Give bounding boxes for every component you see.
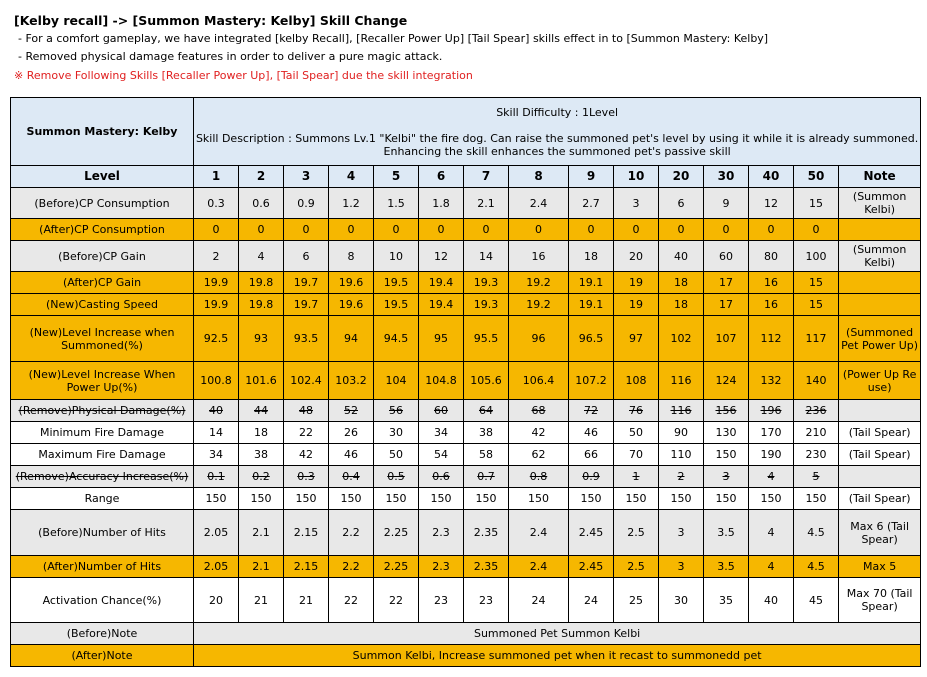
header xyxy=(14,11,919,85)
table-cell: 4 xyxy=(749,556,794,578)
table-cell: 3.5 xyxy=(704,510,749,556)
row-note: (Summoned Pet Power Up) xyxy=(839,316,921,362)
table-cell: 0 xyxy=(419,219,464,241)
table-cell: 19.7 xyxy=(284,272,329,294)
table-cell: 2.45 xyxy=(569,556,614,578)
table-cell: 30 xyxy=(659,578,704,623)
note-row xyxy=(11,645,921,667)
level-4-header: 4 xyxy=(329,166,374,188)
table-cell: 17 xyxy=(704,272,749,294)
row-note xyxy=(839,219,921,241)
row-label: (Before)Number of Hits xyxy=(11,510,194,556)
table-cell: 110 xyxy=(659,444,704,466)
table-cell: 1.8 xyxy=(419,188,464,219)
table-cell: 23 xyxy=(419,578,464,623)
table-cell: 14 xyxy=(464,241,509,272)
table-cell: 19.2 xyxy=(509,294,569,316)
table-cell: 150 xyxy=(284,488,329,510)
table-cell: 62 xyxy=(509,444,569,466)
table-cell: 108 xyxy=(614,362,659,400)
table-cell: 107 xyxy=(704,316,749,362)
note-row xyxy=(11,623,921,645)
table-cell: 19.8 xyxy=(239,272,284,294)
table-cell: 0 xyxy=(749,219,794,241)
row-note: (Tail Spear) xyxy=(839,488,921,510)
table-cell: 45 xyxy=(794,578,839,623)
level-5-header: 5 xyxy=(374,166,419,188)
table-cell: 4 xyxy=(239,241,284,272)
table-cell: 0 xyxy=(794,219,839,241)
level-8-header: 8 xyxy=(509,166,569,188)
warning-line: ※ Remove Following Skills [Recaller Power Up], [Tail Spear] due the skill integration xyxy=(14,69,473,82)
table-cell: 150 xyxy=(614,488,659,510)
table-cell: 0.7 xyxy=(464,466,509,488)
table-cell: 50 xyxy=(374,444,419,466)
table-row xyxy=(11,272,921,294)
table-cell: 19.1 xyxy=(569,294,614,316)
row-label: Maximum Fire Damage xyxy=(11,444,194,466)
table-cell: 19.3 xyxy=(464,294,509,316)
table-cell: 102 xyxy=(659,316,704,362)
skill-info xyxy=(194,98,921,166)
table-cell: 140 xyxy=(794,362,839,400)
table-row xyxy=(11,188,921,219)
table-cell: 52 xyxy=(329,400,374,422)
table-cell: 6 xyxy=(284,241,329,272)
skill-name: Summon Mastery: Kelby xyxy=(11,98,194,166)
table-cell: 100.8 xyxy=(194,362,239,400)
table-cell: 16 xyxy=(509,241,569,272)
table-cell: 0.9 xyxy=(284,188,329,219)
table-cell: 170 xyxy=(749,422,794,444)
row-note xyxy=(839,294,921,316)
table-cell: 2.1 xyxy=(239,556,284,578)
table-cell: 26 xyxy=(329,422,374,444)
table-cell: 104.8 xyxy=(419,362,464,400)
table-row xyxy=(11,241,921,272)
table-cell: 42 xyxy=(284,444,329,466)
table-cell: 0.3 xyxy=(284,466,329,488)
table-cell: 4.5 xyxy=(794,556,839,578)
table-cell: 80 xyxy=(749,241,794,272)
table-cell: 1 xyxy=(614,466,659,488)
table-cell: 2.1 xyxy=(239,510,284,556)
row-note: Max 5 xyxy=(839,556,921,578)
table-cell: 23 xyxy=(464,578,509,623)
row-note: (Tail Spear) xyxy=(839,422,921,444)
table-cell: 150 xyxy=(794,488,839,510)
table-cell: 2.7 xyxy=(569,188,614,219)
table-cell: 19 xyxy=(614,294,659,316)
table-cell: 93 xyxy=(239,316,284,362)
table-cell: 4 xyxy=(749,466,794,488)
table-cell: 2.2 xyxy=(329,510,374,556)
table-cell: 150 xyxy=(704,444,749,466)
page-title: [Kelby recall] -> [Summon Mastery: Kelby] Skill Change xyxy=(14,13,408,28)
table-cell: 70 xyxy=(614,444,659,466)
table-cell: 2.25 xyxy=(374,556,419,578)
table-cell: 76 xyxy=(614,400,659,422)
table-cell: 102.4 xyxy=(284,362,329,400)
table-cell: 0 xyxy=(329,219,374,241)
table-cell: 105.6 xyxy=(464,362,509,400)
level-30-header: 30 xyxy=(704,166,749,188)
skill-info-row xyxy=(11,98,921,166)
table-cell: 90 xyxy=(659,422,704,444)
row-note: Max 70 (Tail Spear) xyxy=(839,578,921,623)
table-cell: 14 xyxy=(194,422,239,444)
table-cell: 25 xyxy=(614,578,659,623)
table-cell: 0 xyxy=(659,219,704,241)
table-cell: 150 xyxy=(194,488,239,510)
table-row xyxy=(11,316,921,362)
row-label: (After)Note xyxy=(11,645,194,667)
table-cell: 196 xyxy=(749,400,794,422)
row-label: (New)Level Increase when Summoned(%) xyxy=(11,316,194,362)
row-label: Minimum Fire Damage xyxy=(11,422,194,444)
table-cell: 0.5 xyxy=(374,466,419,488)
table-cell: 0.2 xyxy=(239,466,284,488)
table-cell: 46 xyxy=(569,422,614,444)
table-row xyxy=(11,466,921,488)
level-9-header: 9 xyxy=(569,166,614,188)
table-cell: 19.9 xyxy=(194,272,239,294)
table-cell: 19.6 xyxy=(329,294,374,316)
level-20-header: 20 xyxy=(659,166,704,188)
table-row xyxy=(11,510,921,556)
table-cell: 0 xyxy=(704,219,749,241)
table-cell: 0 xyxy=(284,219,329,241)
table-cell: 30 xyxy=(374,422,419,444)
table-cell: 0.9 xyxy=(569,466,614,488)
table-cell: 0 xyxy=(569,219,614,241)
table-cell: 2.5 xyxy=(614,556,659,578)
table-cell: 22 xyxy=(374,578,419,623)
table-cell: 101.6 xyxy=(239,362,284,400)
table-cell: 19.4 xyxy=(419,294,464,316)
table-row xyxy=(11,219,921,241)
table-cell: 2.4 xyxy=(509,510,569,556)
skill-table xyxy=(10,97,921,667)
row-label: (Before)CP Gain xyxy=(11,241,194,272)
note-text: Summon Kelbi, Increase summoned pet when it recast to summonedd pet xyxy=(194,645,921,667)
table-cell: 104 xyxy=(374,362,419,400)
row-label: (Before)Note xyxy=(11,623,194,645)
table-cell: 2 xyxy=(659,466,704,488)
table-cell: 56 xyxy=(374,400,419,422)
table-cell: 2 xyxy=(194,241,239,272)
table-cell: 116 xyxy=(659,400,704,422)
table-cell: 112 xyxy=(749,316,794,362)
table-cell: 2.4 xyxy=(509,556,569,578)
table-cell: 34 xyxy=(419,422,464,444)
table-cell: 15 xyxy=(794,294,839,316)
table-cell: 95 xyxy=(419,316,464,362)
table-cell: 2.3 xyxy=(419,510,464,556)
table-cell: 150 xyxy=(704,488,749,510)
table-cell: 19.2 xyxy=(509,272,569,294)
row-note xyxy=(839,400,921,422)
note-text: Summoned Pet Summon Kelbi xyxy=(194,623,921,645)
level-header-row xyxy=(11,166,921,188)
table-cell: 150 xyxy=(374,488,419,510)
table-cell: 24 xyxy=(509,578,569,623)
table-cell: 16 xyxy=(749,272,794,294)
table-cell: 19.8 xyxy=(239,294,284,316)
table-cell: 2.35 xyxy=(464,556,509,578)
table-cell: 0.6 xyxy=(419,466,464,488)
level-3-header: 3 xyxy=(284,166,329,188)
table-row xyxy=(11,444,921,466)
table-cell: 24 xyxy=(569,578,614,623)
skill-difficulty: Skill Difficulty : 1Level xyxy=(496,105,619,119)
table-cell: 100 xyxy=(794,241,839,272)
table-cell: 190 xyxy=(749,444,794,466)
table-cell: 34 xyxy=(194,444,239,466)
table-cell: 19.1 xyxy=(569,272,614,294)
table-cell: 12 xyxy=(749,188,794,219)
table-cell: 210 xyxy=(794,422,839,444)
table-cell: 21 xyxy=(239,578,284,623)
table-cell: 19.7 xyxy=(284,294,329,316)
table-cell: 0 xyxy=(614,219,659,241)
table-cell: 20 xyxy=(614,241,659,272)
table-cell: 3 xyxy=(659,556,704,578)
table-cell: 72 xyxy=(569,400,614,422)
table-cell: 95.5 xyxy=(464,316,509,362)
table-cell: 40 xyxy=(194,400,239,422)
row-label: (After)Number of Hits xyxy=(11,556,194,578)
table-cell: 1.2 xyxy=(329,188,374,219)
row-label: (After)CP Gain xyxy=(11,272,194,294)
table-row xyxy=(11,578,921,623)
table-cell: 38 xyxy=(239,444,284,466)
table-cell: 66 xyxy=(569,444,614,466)
table-cell: 0.6 xyxy=(239,188,284,219)
row-label: (Before)CP Consumption xyxy=(11,188,194,219)
table-cell: 19.9 xyxy=(194,294,239,316)
table-cell: 106.4 xyxy=(509,362,569,400)
table-cell: 150 xyxy=(569,488,614,510)
table-cell: 58 xyxy=(464,444,509,466)
table-cell: 96 xyxy=(509,316,569,362)
table-cell: 236 xyxy=(794,400,839,422)
table-cell: 3 xyxy=(659,510,704,556)
table-cell: 0 xyxy=(374,219,419,241)
table-cell: 19 xyxy=(614,272,659,294)
table-cell: 103.2 xyxy=(329,362,374,400)
table-cell: 93.5 xyxy=(284,316,329,362)
table-cell: 50 xyxy=(614,422,659,444)
table-cell: 1.5 xyxy=(374,188,419,219)
table-cell: 150 xyxy=(659,488,704,510)
table-row xyxy=(11,400,921,422)
table-cell: 124 xyxy=(704,362,749,400)
table-cell: 0.3 xyxy=(194,188,239,219)
table-cell: 19.3 xyxy=(464,272,509,294)
table-cell: 107.2 xyxy=(569,362,614,400)
row-note xyxy=(839,466,921,488)
table-cell: 2.2 xyxy=(329,556,374,578)
table-cell: 22 xyxy=(329,578,374,623)
table-cell: 230 xyxy=(794,444,839,466)
table-cell: 19.5 xyxy=(374,294,419,316)
row-label: Range xyxy=(11,488,194,510)
row-note: Max 6 (Tail Spear) xyxy=(839,510,921,556)
table-cell: 3.5 xyxy=(704,556,749,578)
table-cell: 2.35 xyxy=(464,510,509,556)
table-cell: 0 xyxy=(194,219,239,241)
table-row xyxy=(11,422,921,444)
table-cell: 2.15 xyxy=(284,556,329,578)
row-note: (Summon Kelbi) xyxy=(839,241,921,272)
table-cell: 2.05 xyxy=(194,556,239,578)
row-label: (Remove)Physical Damage(%) xyxy=(11,400,194,422)
table-cell: 18 xyxy=(239,422,284,444)
table-cell: 64 xyxy=(464,400,509,422)
table-cell: 2.1 xyxy=(464,188,509,219)
table-cell: 68 xyxy=(509,400,569,422)
row-label: (After)CP Consumption xyxy=(11,219,194,241)
level-header: Level xyxy=(11,166,194,188)
table-cell: 40 xyxy=(659,241,704,272)
table-cell: 130 xyxy=(704,422,749,444)
table-cell: 2.4 xyxy=(509,188,569,219)
table-cell: 10 xyxy=(374,241,419,272)
row-label: Activation Chance(%) xyxy=(11,578,194,623)
table-cell: 0.4 xyxy=(329,466,374,488)
table-cell: 19.5 xyxy=(374,272,419,294)
table-cell: 42 xyxy=(509,422,569,444)
table-cell: 38 xyxy=(464,422,509,444)
row-label: (New)Level Increase When Power Up(%) xyxy=(11,362,194,400)
table-cell: 0 xyxy=(464,219,509,241)
table-cell: 156 xyxy=(704,400,749,422)
row-note: (Summon Kelbi) xyxy=(839,188,921,219)
table-cell: 3 xyxy=(704,466,749,488)
table-cell: 2.25 xyxy=(374,510,419,556)
table-cell: 40 xyxy=(749,578,794,623)
table-cell: 54 xyxy=(419,444,464,466)
table-cell: 21 xyxy=(284,578,329,623)
table-cell: 150 xyxy=(329,488,374,510)
table-cell: 0 xyxy=(239,219,284,241)
table-cell: 0 xyxy=(509,219,569,241)
level-7-header: 7 xyxy=(464,166,509,188)
table-cell: 150 xyxy=(419,488,464,510)
table-cell: 48 xyxy=(284,400,329,422)
table-cell: 4.5 xyxy=(794,510,839,556)
table-cell: 150 xyxy=(239,488,284,510)
table-cell: 150 xyxy=(509,488,569,510)
table-cell: 4 xyxy=(749,510,794,556)
table-cell: 44 xyxy=(239,400,284,422)
table-cell: 15 xyxy=(794,188,839,219)
table-cell: 2.3 xyxy=(419,556,464,578)
table-cell: 92.5 xyxy=(194,316,239,362)
level-6-header: 6 xyxy=(419,166,464,188)
table-cell: 96.5 xyxy=(569,316,614,362)
level-50-header: 50 xyxy=(794,166,839,188)
row-label: (Remove)Accuracy Increase(%) xyxy=(11,466,194,488)
table-cell: 22 xyxy=(284,422,329,444)
table-cell: 9 xyxy=(704,188,749,219)
table-cell: 8 xyxy=(329,241,374,272)
level-2-header: 2 xyxy=(239,166,284,188)
note-line: - For a comfort gameplay, we have integrated [kelby Recall], [Recaller Power Up] [Tail Spear] skills effect in to [Summon Mastery: Kelby] xyxy=(18,32,769,45)
table-cell: 117 xyxy=(794,316,839,362)
table-cell: 2.15 xyxy=(284,510,329,556)
table-cell: 35 xyxy=(704,578,749,623)
skill-description: Skill Description : Summons Lv.1 "Kelbi" the fire dog. Can raise the summoned pet's level by using it while it is already summoned. Enhancing the skill enhances the summoned pet's passive skill xyxy=(195,131,919,158)
row-note: (Tail Spear) xyxy=(839,444,921,466)
table-cell: 2.5 xyxy=(614,510,659,556)
row-note xyxy=(839,272,921,294)
note-line: - Removed physical damage features in order to deliver a pure magic attack. xyxy=(18,50,443,63)
table-cell: 18 xyxy=(659,272,704,294)
table-cell: 94 xyxy=(329,316,374,362)
table-cell: 18 xyxy=(659,294,704,316)
row-label: (New)Casting Speed xyxy=(11,294,194,316)
table-cell: 150 xyxy=(749,488,794,510)
table-cell: 150 xyxy=(464,488,509,510)
table-cell: 116 xyxy=(659,362,704,400)
table-row xyxy=(11,556,921,578)
table-cell: 12 xyxy=(419,241,464,272)
table-cell: 5 xyxy=(794,466,839,488)
table-cell: 19.4 xyxy=(419,272,464,294)
table-row xyxy=(11,362,921,400)
table-cell: 3 xyxy=(614,188,659,219)
table-cell: 46 xyxy=(329,444,374,466)
table-cell: 60 xyxy=(419,400,464,422)
table-cell: 97 xyxy=(614,316,659,362)
table-cell: 132 xyxy=(749,362,794,400)
level-10-header: 10 xyxy=(614,166,659,188)
note-header: Note xyxy=(839,166,921,188)
table-cell: 60 xyxy=(704,241,749,272)
table-cell: 94.5 xyxy=(374,316,419,362)
table-cell: 2.45 xyxy=(569,510,614,556)
table-cell: 18 xyxy=(569,241,614,272)
table-cell: 0.1 xyxy=(194,466,239,488)
table-cell: 16 xyxy=(749,294,794,316)
level-40-header: 40 xyxy=(749,166,794,188)
table-cell: 19.6 xyxy=(329,272,374,294)
table-row xyxy=(11,488,921,510)
row-note: (Power Up Re use) xyxy=(839,362,921,400)
table-cell: 20 xyxy=(194,578,239,623)
table-cell: 2.05 xyxy=(194,510,239,556)
table-row xyxy=(11,294,921,316)
table-cell: 17 xyxy=(704,294,749,316)
level-1-header: 1 xyxy=(194,166,239,188)
table-cell: 15 xyxy=(794,272,839,294)
table-cell: 6 xyxy=(659,188,704,219)
table-cell: 0.8 xyxy=(509,466,569,488)
